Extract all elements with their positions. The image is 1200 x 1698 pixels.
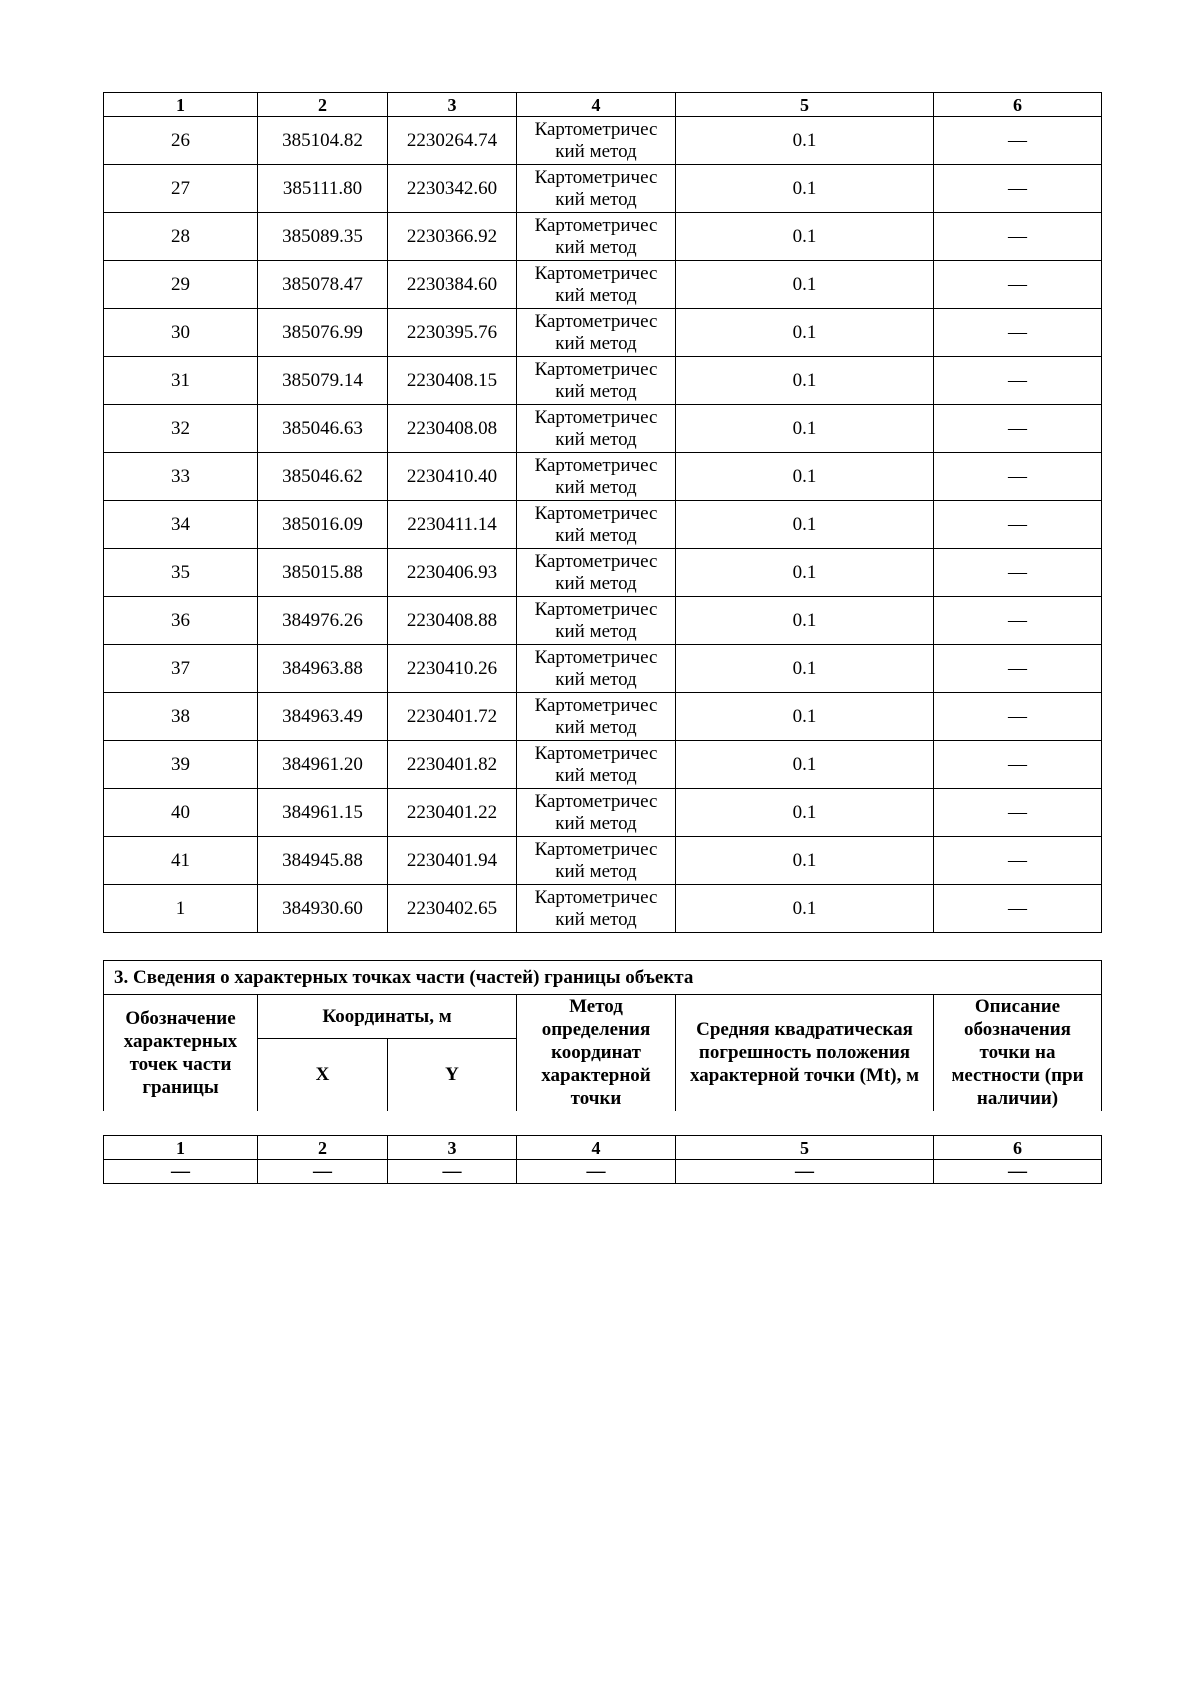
empty-cell: —	[934, 1160, 1102, 1184]
table-row	[104, 597, 1102, 645]
coord-y: 2230410.40	[388, 453, 517, 501]
point-description: —	[934, 309, 1102, 357]
method-line: кий метод	[555, 140, 637, 162]
mean-error: 0.1	[676, 453, 934, 501]
method	[517, 213, 676, 261]
method-line: кий метод	[555, 428, 637, 450]
point-number: 40	[104, 789, 258, 837]
method	[517, 261, 676, 309]
section3-header-table	[103, 960, 1102, 1111]
method	[517, 501, 676, 549]
coord-y: 2230408.15	[388, 357, 517, 405]
mean-error: 0.1	[676, 213, 934, 261]
point-number: 35	[104, 549, 258, 597]
table-row	[104, 549, 1102, 597]
coord-y: 2230406.93	[388, 549, 517, 597]
coord-x: 385046.63	[258, 405, 388, 453]
table-row	[104, 645, 1102, 693]
column-number: 3	[388, 1136, 517, 1160]
point-number: 37	[104, 645, 258, 693]
method	[517, 693, 676, 741]
method-line: кий метод	[555, 908, 637, 930]
table-row	[104, 741, 1102, 789]
table-row	[104, 1160, 1102, 1184]
method-line: Картометричес	[534, 454, 658, 476]
method-line: Картометричес	[534, 694, 658, 716]
point-number: 32	[104, 405, 258, 453]
coord-x: 385089.35	[258, 213, 388, 261]
mean-error: 0.1	[676, 501, 934, 549]
mean-error: 0.1	[676, 165, 934, 213]
point-number: 38	[104, 693, 258, 741]
point-number: 30	[104, 309, 258, 357]
coord-x: 385104.82	[258, 117, 388, 165]
column-number: 1	[104, 93, 258, 117]
column-number: 5	[676, 93, 934, 117]
method-line: Картометричес	[534, 118, 658, 140]
method	[517, 837, 676, 885]
header-x: X	[258, 1039, 388, 1111]
point-number: 26	[104, 117, 258, 165]
mean-error: 0.1	[676, 741, 934, 789]
method-line: Картометричес	[534, 790, 658, 812]
method-line: кий метод	[555, 572, 637, 594]
header-coordinates: Координаты, м	[258, 995, 517, 1039]
coord-y: 2230410.26	[388, 645, 517, 693]
method-line: кий метод	[555, 188, 637, 210]
method-line: кий метод	[555, 476, 637, 498]
section3-title: 3. Сведения о характерных точках части (частей) границы объекта	[104, 961, 1102, 995]
point-number: 29	[104, 261, 258, 309]
coord-x: 384945.88	[258, 837, 388, 885]
method-line: кий метод	[555, 812, 637, 834]
method-line: Картометричес	[534, 550, 658, 572]
section3-points-table	[103, 1135, 1102, 1184]
coord-x: 385079.14	[258, 357, 388, 405]
point-number: 28	[104, 213, 258, 261]
coord-x: 384930.60	[258, 885, 388, 933]
coord-y: 2230408.88	[388, 597, 517, 645]
header-y: Y	[388, 1039, 517, 1111]
coord-x: 384963.49	[258, 693, 388, 741]
point-description: —	[934, 789, 1102, 837]
mean-error: 0.1	[676, 549, 934, 597]
mean-error: 0.1	[676, 309, 934, 357]
column-number: 6	[934, 93, 1102, 117]
table-row	[104, 453, 1102, 501]
mean-error: 0.1	[676, 405, 934, 453]
table-row	[104, 501, 1102, 549]
column-number: 2	[258, 93, 388, 117]
point-description: —	[934, 165, 1102, 213]
method-line: кий метод	[555, 764, 637, 786]
coord-x: 385015.88	[258, 549, 388, 597]
method-line: кий метод	[555, 620, 637, 642]
table-row	[104, 837, 1102, 885]
table-row	[104, 357, 1102, 405]
method-line: Картометричес	[534, 166, 658, 188]
method	[517, 165, 676, 213]
table-row	[104, 309, 1102, 357]
point-description: —	[934, 453, 1102, 501]
method-line: Картометричес	[534, 214, 658, 236]
column-number: 4	[517, 93, 676, 117]
coord-y: 2230366.92	[388, 213, 517, 261]
point-description: —	[934, 741, 1102, 789]
coord-y: 2230408.08	[388, 405, 517, 453]
point-number: 41	[104, 837, 258, 885]
point-number: 27	[104, 165, 258, 213]
method-line: кий метод	[555, 284, 637, 306]
header-designation: Обозначение характерных точек части границы	[104, 995, 258, 1111]
method	[517, 885, 676, 933]
coord-y: 2230401.72	[388, 693, 517, 741]
column-number: 4	[517, 1136, 676, 1160]
coord-y: 2230395.76	[388, 309, 517, 357]
points-table	[103, 92, 1102, 933]
point-description: —	[934, 213, 1102, 261]
mean-error: 0.1	[676, 357, 934, 405]
coord-x: 385111.80	[258, 165, 388, 213]
header-method: Метод определения координат характерной точки	[517, 995, 676, 1111]
mean-error: 0.1	[676, 789, 934, 837]
table-row	[104, 885, 1102, 933]
method-line: Картометричес	[534, 406, 658, 428]
method-line: Картометричес	[534, 742, 658, 764]
coord-y: 2230401.22	[388, 789, 517, 837]
table-row	[104, 405, 1102, 453]
coord-x: 384961.15	[258, 789, 388, 837]
method-line: кий метод	[555, 668, 637, 690]
coord-x: 385078.47	[258, 261, 388, 309]
method	[517, 789, 676, 837]
column-number: 6	[934, 1136, 1102, 1160]
point-description: —	[934, 405, 1102, 453]
coord-y: 2230411.14	[388, 501, 517, 549]
empty-cell: —	[258, 1160, 388, 1184]
method-line: кий метод	[555, 380, 637, 402]
coord-x: 385016.09	[258, 501, 388, 549]
point-description: —	[934, 597, 1102, 645]
method	[517, 453, 676, 501]
coord-x: 384963.88	[258, 645, 388, 693]
coord-x: 385046.62	[258, 453, 388, 501]
point-description: —	[934, 357, 1102, 405]
coord-y: 2230342.60	[388, 165, 517, 213]
mean-error: 0.1	[676, 117, 934, 165]
mean-error: 0.1	[676, 885, 934, 933]
method	[517, 549, 676, 597]
coord-y: 2230402.65	[388, 885, 517, 933]
method-line: Картометричес	[534, 886, 658, 908]
point-description: —	[934, 885, 1102, 933]
method-line: Картометричес	[534, 838, 658, 860]
coord-x: 385076.99	[258, 309, 388, 357]
empty-cell: —	[104, 1160, 258, 1184]
point-number: 1	[104, 885, 258, 933]
method	[517, 645, 676, 693]
empty-cell: —	[517, 1160, 676, 1184]
empty-cell: —	[676, 1160, 934, 1184]
point-number: 31	[104, 357, 258, 405]
point-description: —	[934, 117, 1102, 165]
method-line: кий метод	[555, 860, 637, 882]
method	[517, 741, 676, 789]
column-number-row	[104, 93, 1102, 117]
column-number: 1	[104, 1136, 258, 1160]
mean-error: 0.1	[676, 597, 934, 645]
method-line: кий метод	[555, 236, 637, 258]
mean-error: 0.1	[676, 261, 934, 309]
coord-y: 2230401.82	[388, 741, 517, 789]
method-line: Картометричес	[534, 310, 658, 332]
table-row	[104, 693, 1102, 741]
point-number: 33	[104, 453, 258, 501]
coord-x: 384976.26	[258, 597, 388, 645]
column-number-row	[104, 1136, 1102, 1160]
section3-title-row	[104, 961, 1102, 995]
mean-error: 0.1	[676, 645, 934, 693]
method	[517, 405, 676, 453]
method	[517, 117, 676, 165]
point-description: —	[934, 501, 1102, 549]
point-number: 39	[104, 741, 258, 789]
column-number: 5	[676, 1136, 934, 1160]
points-table-body	[104, 117, 1102, 933]
mean-error: 0.1	[676, 693, 934, 741]
method	[517, 357, 676, 405]
coord-x: 384961.20	[258, 741, 388, 789]
column-number: 3	[388, 93, 517, 117]
coord-y: 2230384.60	[388, 261, 517, 309]
column-number: 2	[258, 1136, 388, 1160]
coord-y: 2230264.74	[388, 117, 517, 165]
method-line: Картометричес	[534, 598, 658, 620]
table-row	[104, 117, 1102, 165]
method	[517, 597, 676, 645]
coord-y: 2230401.94	[388, 837, 517, 885]
empty-cell: —	[388, 1160, 517, 1184]
method-line: кий метод	[555, 524, 637, 546]
header-description: Описание обозначения точки на местности (при наличии)	[934, 995, 1102, 1111]
method-line: Картометричес	[534, 358, 658, 380]
table-row	[104, 789, 1102, 837]
method-line: кий метод	[555, 332, 637, 354]
point-description: —	[934, 261, 1102, 309]
point-description: —	[934, 837, 1102, 885]
point-number: 34	[104, 501, 258, 549]
header-error: Средняя квадратическая погрешность положения характерной точки (Mt), м	[676, 995, 934, 1111]
mean-error: 0.1	[676, 837, 934, 885]
point-description: —	[934, 693, 1102, 741]
section3-header-row	[104, 995, 1102, 1039]
point-description: —	[934, 645, 1102, 693]
point-description: —	[934, 549, 1102, 597]
method	[517, 309, 676, 357]
method-line: кий метод	[555, 716, 637, 738]
table-row	[104, 213, 1102, 261]
table-row	[104, 261, 1102, 309]
method-line: Картометричес	[534, 262, 658, 284]
table-row	[104, 165, 1102, 213]
method-line: Картометричес	[534, 502, 658, 524]
method-line: Картометричес	[534, 646, 658, 668]
point-number: 36	[104, 597, 258, 645]
